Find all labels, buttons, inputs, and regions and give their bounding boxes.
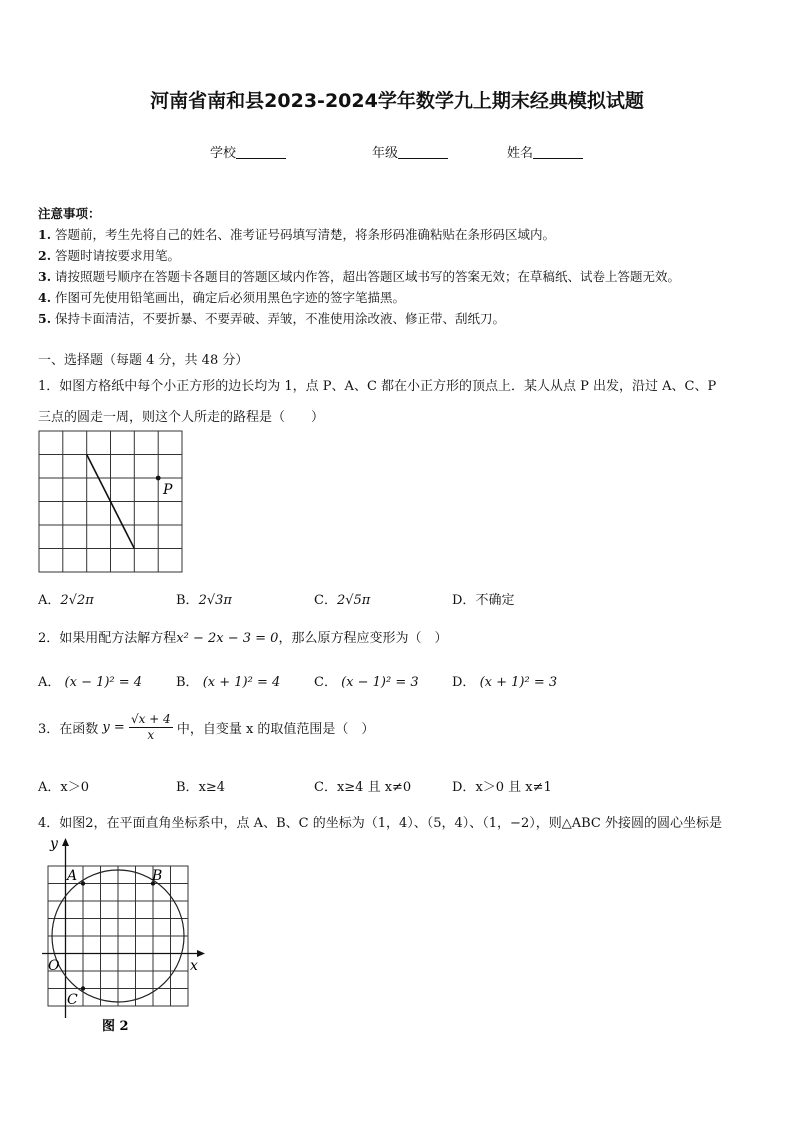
q2-option-b[interactable]: B． (x + 1)² = 4 xyxy=(176,675,281,690)
q3-func-lhs: y = xyxy=(102,720,125,735)
notice-item: 3. 请按照题号顺序在答题卡各题目的答题区域内作答，超出答题区域书写的答案无效；在草稿纸、试卷上答题无效。 xyxy=(38,269,681,284)
q2-text: 2．如果用配方法解方程x² − 2x − 3 = 0，那么原方程应变形为（ ） xyxy=(38,631,448,646)
school-label: 学校 xyxy=(210,146,237,161)
q1-option-d[interactable]: D．不确定 xyxy=(452,593,515,608)
section-heading: 一、选择题（每题 4 分，共 48 分） xyxy=(38,353,249,368)
label-a: A xyxy=(67,868,78,884)
grade-field xyxy=(372,142,448,161)
q2-option-d[interactable]: D． (x + 1)² = 3 xyxy=(452,675,558,690)
q3-func-denominator: x xyxy=(147,728,155,742)
q3-option-d[interactable]: D．x＞0 且 x≠1 xyxy=(452,780,552,795)
point-c xyxy=(81,986,85,990)
page-title: 河南省南和县2023-2024学年数学九上期末经典模拟试题 xyxy=(150,90,644,112)
grade-blank xyxy=(398,146,448,159)
label-p: P xyxy=(163,482,173,498)
notice-item: 2. 答题时请按要求用笔。 xyxy=(38,248,181,263)
q3-fraction xyxy=(129,712,173,743)
y-axis-arrow xyxy=(62,838,69,846)
q1-option-c[interactable]: C．2√5π xyxy=(314,593,371,608)
x-axis-arrow xyxy=(197,950,205,957)
name-field xyxy=(507,142,583,161)
school-field xyxy=(210,142,286,161)
q2-option-a[interactable]: A． (x − 1)² = 4 xyxy=(38,675,143,690)
q2-equation: x² − 2x − 3 = 0 xyxy=(176,631,279,646)
q1-text-line1: 1．如图方格纸中每个小正方形的边长均为 1，点 P、A、C 都在小正方形的顶点上．某人从点 P 出发，沿过 A、C、P xyxy=(38,379,717,394)
q1-grid-figure xyxy=(36,430,188,576)
label-o: O xyxy=(48,958,60,974)
school-blank xyxy=(236,146,286,159)
q1-option-b[interactable]: B．2√3π xyxy=(176,593,232,608)
notice-item: 5. 保持卡面清洁，不要折暴、不要弄破、弄皱，不准使用涂改液、修正带、刮纸刀。 xyxy=(38,311,506,326)
q3-text: 3．在函数 y = $\frac{√x + 4}{x}$ 中，自变量 x 的取值范围是（ ） xyxy=(38,712,375,742)
notice-item: 1. 答题前，考生先将自己的姓名、准考证号码填写清楚，将条形码准确粘贴在条形码区域内。 xyxy=(38,227,556,242)
q1-text-line2: 三点的圆走一周，则这个人所走的路程是（ ） xyxy=(38,410,325,425)
label-b: B xyxy=(152,868,163,884)
notice-heading: 注意事项： xyxy=(38,206,101,221)
label-y: y xyxy=(50,836,58,852)
point-a xyxy=(81,881,85,885)
q3-option-c[interactable]: C．x≥4 且 x≠0 xyxy=(314,780,412,795)
q3-option-b[interactable]: B．x≥4 xyxy=(176,780,226,795)
q4-text: 4．如图2，在平面直角坐标系中，点 A、B、C 的坐标为（1，4）、（5，4）、（1，−2），则△ABC 外接圆的圆心坐标是 xyxy=(38,816,722,831)
grade-label: 年级 xyxy=(372,146,399,161)
label-x: x xyxy=(190,958,198,974)
q2-option-c[interactable]: C． (x − 1)² = 3 xyxy=(314,675,419,690)
q3-func-numerator: √x + 4 xyxy=(130,712,171,726)
notice-item: 4. 作图可先使用铅笔画出，确定后必须用黑色字迹的签字笔描黑。 xyxy=(38,290,406,305)
figure-caption: 图 2 xyxy=(102,1019,129,1034)
q1-option-a[interactable]: A．2√2π xyxy=(38,593,94,608)
q3-option-a[interactable]: A．x＞0 xyxy=(38,780,89,795)
point-p xyxy=(156,476,161,481)
name-label: 姓名 xyxy=(507,146,534,161)
label-c: C xyxy=(67,992,78,1008)
name-blank xyxy=(533,146,583,159)
q4-coordinate-figure xyxy=(40,836,210,1036)
